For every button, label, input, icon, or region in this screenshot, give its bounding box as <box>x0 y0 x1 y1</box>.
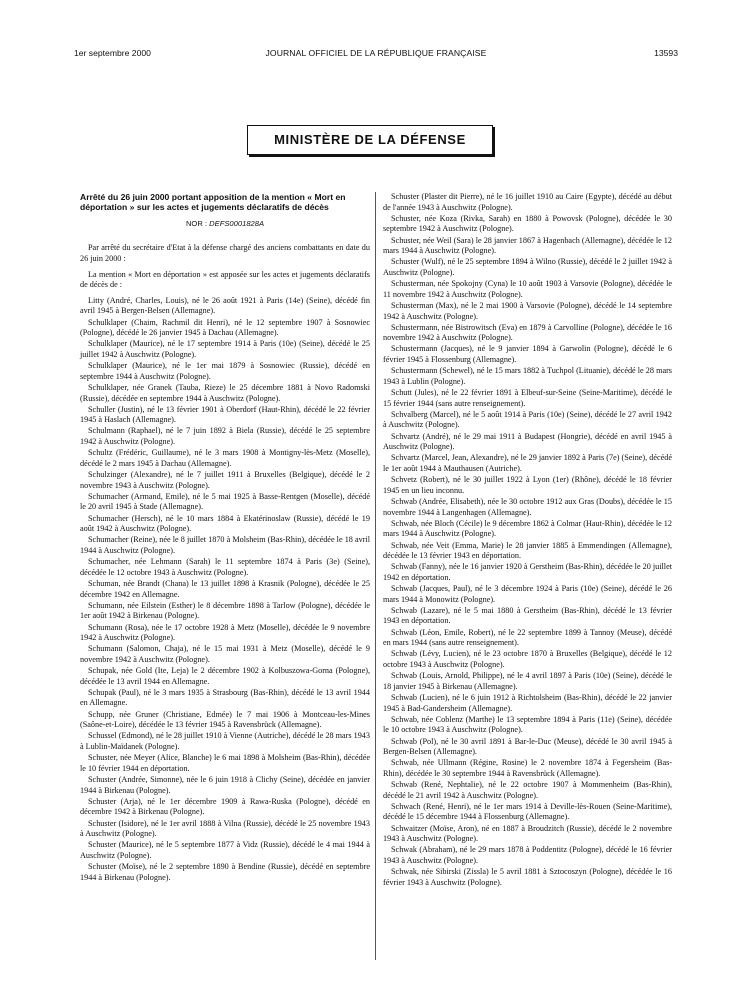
list-item: Schumacher, née Lehmann (Sarah) le 11 septembre 1874 à Paris (3e) (Seine), décédée le 12 octobre 1943 à Auschwitz (Pologne). <box>80 557 370 577</box>
right-column <box>383 192 672 889</box>
list-item: Schuster, née Weil (Sara) le 28 janvier 1867 à Hagenbach (Allemagne), décédée le 12 mars 1944 à Auschwitz (Pologne). <box>383 235 672 256</box>
list-item: Schwab (Lévy, Lucien), né le 23 octobre 1870 à Bruxelles (Belgique), décédé le 12 octobre 1943 à Auschwitz (Pologne). <box>383 649 672 669</box>
list-item: Schwab (Lucien), né le 6 juin 1912 à Richtolsheim (Bas-Rhin), décédé le 22 janvier 1945 à Bad-Gandersheim (Allemagne). <box>383 692 672 713</box>
list-item: Schwab, née Bloch (Cécile) le 9 décembre 1862 à Colmar (Haut-Rhin), décédée le 12 mars 1944 à Auschwitz (Pologne). <box>383 518 672 539</box>
list-item: Schwab, née Coblenz (Marthe) le 13 septembre 1894 à Paris (11e) (Seine), décédée le 10 octobre 1943 à Auschwitz (Pologne). <box>383 714 672 735</box>
list-item: Schwab, née Veit (Emma, Marie) le 28 janvier 1885 à Emmendingen (Allemagne), décédée le 13 février 1943 en déportation. <box>383 540 672 561</box>
list-item: Schumacher (Reine), née le 8 juillet 1870 à Molsheim (Bas-Rhin), décédée le 18 avril 1944 à Auschwitz (Pologne). <box>80 535 370 555</box>
list-item: Litty (André, Charles, Louis), né le 26 août 1921 à Paris (14e) (Seine), décédé fin avril 1945 à Bergen-Belsen (Allemagne). <box>80 295 370 316</box>
list-item: Schuller (Justin), né le 13 février 1901 à Oberdorf (Haut-Rhin), décédé le 22 février 1945 à Haslach (Allemagne). <box>80 404 370 425</box>
arrete-title: Arrêté du 26 juin 2000 portant apposition de la mention « Mort en déportation » sur les actes et jugements déclaratifs de décès <box>80 192 346 213</box>
list-item: Schvartz (André), né le 29 mai 1911 à Budapest (Hongrie), décédé en avril 1945 à Auschwitz (Pologne). <box>383 431 672 452</box>
list-item: Schwak (Abraham), né le 29 mars 1878 à Poddentitz (Pologne), décédé le 16 février 1943 à Auschwitz (Pologne). <box>383 845 672 866</box>
mention-paragraph: La mention « Mort en déportation » est apposée sur les actes et jugements déclaratifs de décès de : <box>80 269 370 290</box>
list-item: Schuster (Plaster dit Pierre), né le 16 juillet 1910 au Caire (Egypte), décédé au début de l'année 1943 à Auschwitz (Pologne). <box>383 192 672 212</box>
list-item: Schustermann, née Bistrowitsch (Eva) en 1879 à Carvolline (Pologne), décédée le 16 novembre 1942 à Auschwitz (Pologne). <box>383 322 672 343</box>
list-item: Schumann (Rosa), née le 17 octobre 1928 à Metz (Moselle), décédée le 9 novembre 1942 à Auschwitz (Pologne). <box>80 622 370 643</box>
list-item: Schulklaper (Chaim, Rachmil dit Henri), né le 12 septembre 1907 à Sosnowiec (Pologne), décédé le 26 janvier 1945 à Dachau (Allemagne). <box>80 317 370 338</box>
list-item: Schumacher (Hersch), né le 10 mars 1884 à Ekatérinoslaw (Russie), décédé le 19 août 1942 à Auschwitz (Pologne). <box>80 513 370 534</box>
list-item: Schwab (Léon, Emile, Robert), né le 22 septembre 1899 à Tannoy (Meuse), décédé en mars 1944 (sans autre renseignement). <box>383 627 672 648</box>
list-item: Schulklaper, née Granek (Tauba, Rieze) le 25 décembre 1881 à Novo Radomski (Russie), décédée en septembre 1944 à Auschwitz (Pologne). <box>80 382 370 403</box>
list-item: Schuster (Wulf), né le 25 septembre 1894 à Wilno (Russie), décédé le 2 juillet 1942 à Auschwitz (Pologne). <box>383 257 672 277</box>
list-item: Schupak, née Gold (Ite, Leja) le 2 décembre 1902 à Kolbuszowa-Gorna (Pologne), décédée le 13 avril 1944 en Allemagne. <box>80 666 370 686</box>
nor-code: DEFS0001828A <box>209 218 265 228</box>
list-item: Schulklaper (Maurice), né le 1er mai 1879 à Sosnowiec (Russie), décédé en septembre 1944 à Auschwitz (Pologne). <box>80 361 370 381</box>
nor-reference <box>80 219 370 230</box>
column-divider <box>375 192 376 960</box>
list-item: Schustermann (Schewel), né le 15 mars 1882 à Tuchpol (Lituanie), décédé le 28 mars 1943 à Lublin (Pologne). <box>383 366 672 386</box>
list-item: Schwab (Jacques, Paul), né le 3 décembre 1924 à Paris (10e) (Seine), décédé le 26 mars 1944 à Monowitz (Pologne). <box>383 584 672 604</box>
list-item: Schwach (René, Henri), né le 1er mars 1914 à Deville-lès-Rouen (Seine-Maritime), décédé le 15 décembre 1944 à Flossenburg (Allemagne). <box>383 801 672 822</box>
list-item: Schumann, née Eilstein (Esther) le 8 décembre 1898 à Tarlow (Pologne), décédée le 1er août 1942 à Birkenau (Pologne). <box>80 600 370 621</box>
list-item: Schwab (Andrée, Elisabeth), née le 30 octobre 1912 aux Gras (Doubs), décédée le 15 novembre 1944 à Langenhagen (Allemagne). <box>383 496 672 517</box>
list-item: Schuster (Arja), né le 1er décembre 1909 à Rawa-Ruska (Pologne), décédé en décembre 1942 à Birkenau (Pologne). <box>80 796 370 817</box>
list-item: Schulzinger (Alexandre), né le 7 juillet 1911 à Bruxelles (Belgique), décédé le 2 novembre 1943 à Auschwitz (Pologne). <box>80 470 370 490</box>
list-item: Schussel (Edmond), né le 28 juillet 1910 à Vienne (Autriche), décédé le 28 mars 1943 à Lublin-Maïdanek (Pologne). <box>80 731 370 751</box>
list-item: Schuster (Isidore), né le 1er avril 1888 à Vilna (Russie), décédé le 25 novembre 1943 à Auschwitz (Pologne). <box>80 818 370 839</box>
list-item: Schuster (Andrée, Simonne), née le 6 juin 1918 à Clichy (Seine), décédée en janvier 1944 à Birkenau (Pologne). <box>80 774 370 795</box>
left-entries-list <box>80 296 370 884</box>
header-date: 1er septembre 2000 <box>74 48 151 58</box>
list-item: Schuster (Moïse), né le 2 septembre 1890 à Bendine (Russie), décédé en septembre 1944 à Birkenau (Pologne). <box>80 862 370 882</box>
page-header <box>74 48 678 62</box>
list-item: Schuster (Maurice), né le 5 septembre 1877 à Vidz (Russie), décédé le 4 mai 1944 à Auschwitz (Pologne). <box>80 840 370 860</box>
list-item: Schwaitzer (Moïse, Aron), né en 1887 à Broudzitch (Russie), décédé le 2 novembre 1943 à Auschwitz (Pologne). <box>383 823 672 844</box>
list-item: Schulmann (Raphael), né le 7 juin 1892 à Biela (Russie), décédé le 25 septembre 1942 à Auschwitz (Pologne). <box>80 426 370 447</box>
nor-label: NOR : <box>185 218 208 228</box>
list-item: Schupak (Paul), né le 3 mars 1935 à Strasbourg (Bas-Rhin), décédé le 13 avril 1944 en Allemagne. <box>80 687 370 708</box>
list-item: Schvalberg (Marcel), né le 5 août 1914 à Paris (10e) (Seine), décédé le 27 avril 1942 à Auschwitz (Pologne). <box>383 409 672 430</box>
list-item: Schwab (Lazare), né le 5 mai 1880 à Gerstheim (Bas-Rhin), décédé le 13 février 1943 en déportation. <box>383 605 672 626</box>
list-item: Schuster, née Koza (Rivka, Sarah) en 1880 à Powovsk (Pologne), décédée le 30 septembre 1942 à Auschwitz (Pologne). <box>383 213 672 234</box>
list-item: Schwak, née Sibirski (Zissla) le 5 avril 1881 à Sztocoszyn (Pologne), décédée le 16 février 1943 à Auschwitz (Pologne). <box>383 867 672 887</box>
ministry-heading: MINISTÈRE DE LA DÉFENSE <box>247 125 493 155</box>
list-item: Schuster, née Meyer (Alice, Blanche) le 6 mai 1898 à Molsheim (Bas-Rhin), décédée le 10 février 1944 en déportation. <box>80 753 370 773</box>
journal-title: JOURNAL OFFICIEL DE LA RÉPUBLIQUE FRANÇAISE <box>265 48 487 58</box>
list-item: Schusterman (Max), né le 2 mai 1900 à Varsovie (Pologne), décédé le 14 septembre 1942 à Auschwitz (Pologne). <box>383 300 672 321</box>
list-item: Schwab (Pol), né le 30 avril 1891 à Bar-le-Duc (Meuse), décédé le 30 avril 1945 à Bergen-Belsen (Allemagne). <box>383 736 672 757</box>
list-item: Schusterman, née Spokojny (Cyna) le 10 août 1903 à Varsovie (Pologne), décédée le 11 novembre 1942 à Auschwitz (Pologne). <box>383 279 672 299</box>
list-item: Schupp, née Gruner (Christiane, Edmée) le 7 mai 1906 à Montceau-les-Mines (Saône-et-Loire), décédée le 13 février 1945 à Ravensbrück (Allemagne). <box>80 709 370 730</box>
list-item: Schvetz (Robert), né le 30 juillet 1922 à Lyon (1er) (Rhône), décédé le 18 février 1945 en un lieu inconnu. <box>383 475 672 495</box>
list-item: Schustermann (Jacques), né le 9 janvier 1894 à Garwolin (Pologne), décédé le 6 février 1945 à Flossenburg (Allemagne). <box>383 344 672 365</box>
list-item: Schuman, née Brandt (Chana) le 13 juillet 1898 à Krasnik (Pologne), décédée le 25 décembre 1942 en Allemagne. <box>80 578 370 599</box>
list-item: Schwab, née Ullmann (Régine, Rosine) le 2 novembre 1874 à Fegersheim (Bas-Rhin), décédée le 30 septembre 1944 à Ravensbrück (Allemagne). <box>383 758 672 778</box>
list-item: Schwab (Fanny), née le 16 janvier 1920 à Gerstheim (Bas-Rhin), décédée le 20 juillet 1942 en déportation. <box>383 562 672 582</box>
list-item: Schwab (Louis, Arnold, Philippe), né le 4 avril 1897 à Paris (10e) (Seine), décédé le 18 janvier 1945 à Birkenau (Allemagne). <box>383 671 672 691</box>
list-item: Schutt (Jules), né le 22 février 1891 à Elbeuf-sur-Seine (Seine-Maritime), décédé le 15 février 1944 (sans autre renseignement). <box>383 388 672 408</box>
list-item: Schwab (René, Nephtalie), né le 22 octobre 1907 à Mommenheim (Bas-Rhin), décédé le 21 avril 1942 à Auschwitz (Pologne). <box>383 780 672 800</box>
list-item: Schumann (Salomon, Chaja), né le 15 mai 1931 à Metz (Moselle), décédé le 9 novembre 1942 à Auschwitz (Pologne). <box>80 644 370 664</box>
list-item: Schvartz (Marcel, Jean, Alexandre), né le 29 janvier 1892 à Paris (7e) (Seine), décédé le 1er août 1944 à Mauthausen (Autriche). <box>383 453 672 473</box>
page-number: 13593 <box>654 48 678 58</box>
left-column <box>80 192 370 884</box>
list-item: Schultz (Frédéric, Guillaume), né le 3 mars 1908 à Montigny-lès-Metz (Moselle), décédé le 2 mars 1945 à Dachau (Allemagne). <box>80 448 370 468</box>
intro-paragraph: Par arrêté du secrétaire d'Etat à la défense chargé des anciens combattants en date du 26 juin 2000 : <box>80 243 370 263</box>
list-item: Schumacher (Armand, Emile), né le 5 mai 1925 à Basse-Rentgen (Moselle), décédé le 20 avril 1945 à Stade (Allemagne). <box>80 491 370 512</box>
right-entries-list <box>383 192 672 888</box>
list-item: Schulklaper (Maurice), né le 17 septembre 1914 à Paris (10e) (Seine), décédé le 25 juillet 1942 à Auschwitz (Pologne). <box>80 339 370 359</box>
